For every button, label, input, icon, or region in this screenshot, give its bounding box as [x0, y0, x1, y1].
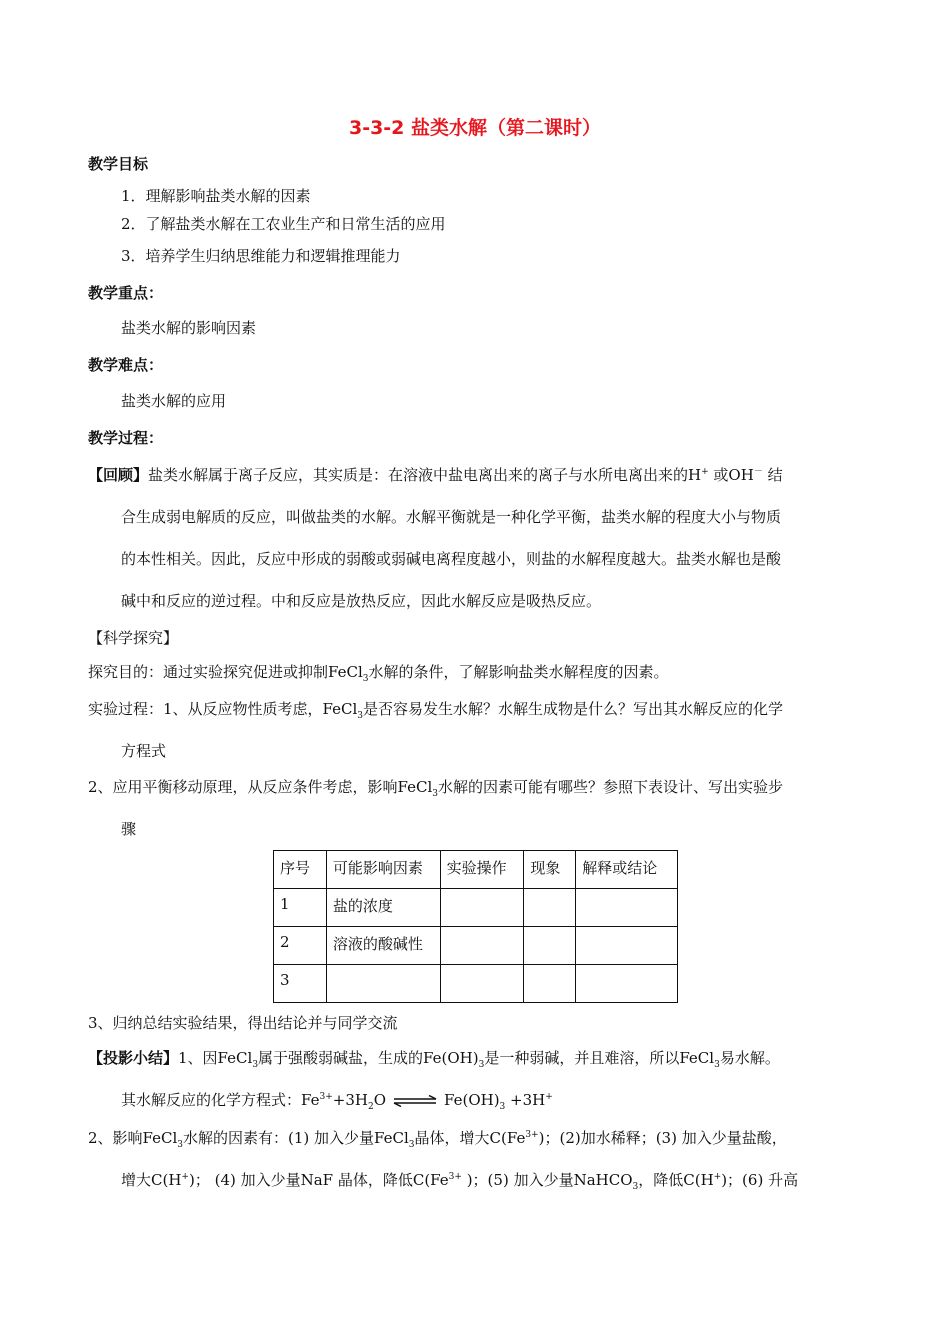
review-sup: － [753, 467, 763, 477]
review-line: 碱中和反应的逆过程。中和反应是放热反应，因此水解反应是吸热反应。 [121, 592, 602, 610]
equilibrium-arrow-icon [392, 1095, 438, 1107]
summary-text: 是一种弱碱，并且难溶，所以FeCl [484, 1049, 715, 1067]
objectives-heading: 教学目标 [88, 155, 149, 173]
table-cell: 3 [274, 965, 327, 1003]
equation-text: 其水解反应的化学方程式：Fe [121, 1091, 320, 1109]
summary-line [121, 1170, 798, 1190]
equation-text: O [373, 1091, 386, 1109]
summary-text: ，降低C(H [638, 1171, 714, 1189]
inquiry-tag: 【科学探究】 [88, 629, 179, 647]
summary-text: )； (4) 加入少量NaF 晶体，降低C(Fe [188, 1171, 449, 1189]
review-text: 结 [762, 466, 783, 484]
summary-sup: + [713, 1172, 722, 1182]
summary-text: )；(5) 加入少量NaHCO [461, 1171, 633, 1189]
summary-sub: 3 [714, 1060, 720, 1070]
difficulty-text: 盐类水解的应用 [121, 392, 227, 410]
table-cell: 1 [274, 889, 327, 927]
summary-sup: 3+ [525, 1130, 539, 1140]
table-cell [326, 965, 440, 1003]
inquiry-step1-cont: 方程式 [121, 742, 167, 760]
summary-line [88, 1128, 787, 1148]
inquiry-sub: 3 [362, 674, 369, 684]
objective-item: 3．培养学生归纳思维能力和逻辑推理能力 [121, 247, 401, 265]
summary-text: 易水解。 [719, 1049, 780, 1067]
review-line: 的本性相关。因此，反应中形成的弱酸或弱碱电离程度越小，则盐的水解程度越大。盐类水解也是酸 [121, 550, 782, 568]
summary-text: )；(2)加水稀释；(3) 加入少量盐酸， [538, 1129, 787, 1147]
objective-item: 1．理解影响盐类水解的因素 [121, 187, 311, 205]
inquiry-step1 [88, 699, 783, 719]
review-line: 合生成弱电解质的反应，叫做盐类的水解。水解平衡就是一种化学平衡，盐类水解的程度大小与物质 [121, 508, 782, 526]
review-text: 盐类水解属于离子反应，其实质是：在溶液中盐电离出来的离子与水所电离出来的H [148, 466, 702, 484]
summary-sub: 3 [177, 1140, 184, 1150]
summary-sub: 3 [478, 1060, 485, 1070]
experiment-table [273, 850, 678, 1003]
summary-tag: 【投影小结】 [88, 1049, 179, 1067]
summary-line [88, 1048, 780, 1068]
table-cell [576, 965, 678, 1003]
summary-text: 2、影响FeCl [88, 1129, 178, 1147]
table-cell: 溶液的酸碱性 [326, 927, 440, 965]
inquiry-text: 水解的因素可能有哪些？参照下表设计、写出实验步 [438, 778, 784, 796]
table-row [274, 889, 678, 927]
review-text: 或OH [708, 466, 754, 484]
equation-sup: 3+ [319, 1092, 333, 1102]
review-sup: + [701, 467, 709, 477]
table-cell [576, 927, 678, 965]
summary-text: )；(6) 升高 [721, 1171, 799, 1189]
inquiry-text: 是否容易发生水解？水解生成物是什么？写出其水解反应的化学 [363, 700, 784, 718]
key-point-text: 盐类水解的影响因素 [121, 319, 257, 337]
process-heading: 教学过程： [88, 429, 164, 447]
inquiry-step2 [88, 777, 783, 797]
table-cell [440, 927, 524, 965]
summary-sub: 3 [252, 1060, 259, 1070]
inquiry-text: 2、应用平衡移动原理，从反应条件考虑，影响FeCl [88, 778, 433, 796]
hydrolysis-equation [121, 1090, 553, 1110]
equation-sub: 3 [499, 1102, 506, 1112]
review-line [88, 465, 783, 485]
inquiry-step2-cont: 骤 [121, 820, 137, 838]
equation-text: Fe(OH) [444, 1091, 500, 1109]
inquiry-text: 探究目的：通过实验探究促进或抑制FeCl [88, 663, 363, 681]
table-header-row [274, 851, 678, 889]
table-header-cell: 可能影响因素 [326, 851, 440, 889]
summary-text: 1、因FeCl [178, 1049, 253, 1067]
table-cell [576, 889, 678, 927]
table-cell: 盐的浓度 [326, 889, 440, 927]
table-cell [524, 965, 576, 1003]
inquiry-text: 实验过程：1、从反应物性质考虑，FeCl [88, 700, 358, 718]
page-title: 3-3-2 盐类水解（第二课时） [348, 117, 602, 139]
inquiry-sub: 3 [432, 789, 439, 799]
table-row [274, 927, 678, 965]
table-header-cell: 序号 [274, 851, 327, 889]
summary-sub: 3 [632, 1182, 639, 1192]
inquiry-text: 水解的条件，了解影响盐类水解程度的因素。 [368, 663, 669, 681]
key-point-heading: 教学重点： [88, 284, 164, 302]
difficulty-heading: 教学难点： [88, 356, 164, 374]
table-header-cell: 解释或结论 [576, 851, 678, 889]
equation-text: +3H [505, 1091, 546, 1109]
summary-text: 增大C(H [121, 1171, 182, 1189]
summary-text: 属于强酸弱碱盐，生成的Fe(OH) [258, 1049, 479, 1067]
summary-text: 晶体，增大C(Fe [414, 1129, 526, 1147]
summary-sup: + [181, 1172, 189, 1182]
table-cell [440, 889, 524, 927]
table-header-cell: 实验操作 [440, 851, 524, 889]
summary-text: 水解的因素有：(1) 加入少量FeCl [183, 1129, 409, 1147]
summary-sub: 3 [408, 1140, 415, 1150]
equation-sup: + [545, 1092, 553, 1102]
table-cell [440, 965, 524, 1003]
summary-sup: 3+ [448, 1172, 462, 1182]
equation-text: +3H [332, 1091, 368, 1109]
table-cell [524, 889, 576, 927]
table-cell [524, 927, 576, 965]
inquiry-purpose [88, 662, 669, 682]
inquiry-sub: 3 [357, 711, 364, 721]
table-cell: 2 [274, 927, 327, 965]
table-header-cell: 现象 [524, 851, 576, 889]
table-row [274, 965, 678, 1003]
objective-item: 2．了解盐类水解在工农业生产和日常生活的应用 [121, 215, 446, 233]
review-tag: 【回顾】 [88, 466, 149, 484]
equation-sub: 2 [367, 1102, 374, 1112]
inquiry-step3: 3、归纳总结实验结果，得出结论并与同学交流 [88, 1014, 398, 1032]
